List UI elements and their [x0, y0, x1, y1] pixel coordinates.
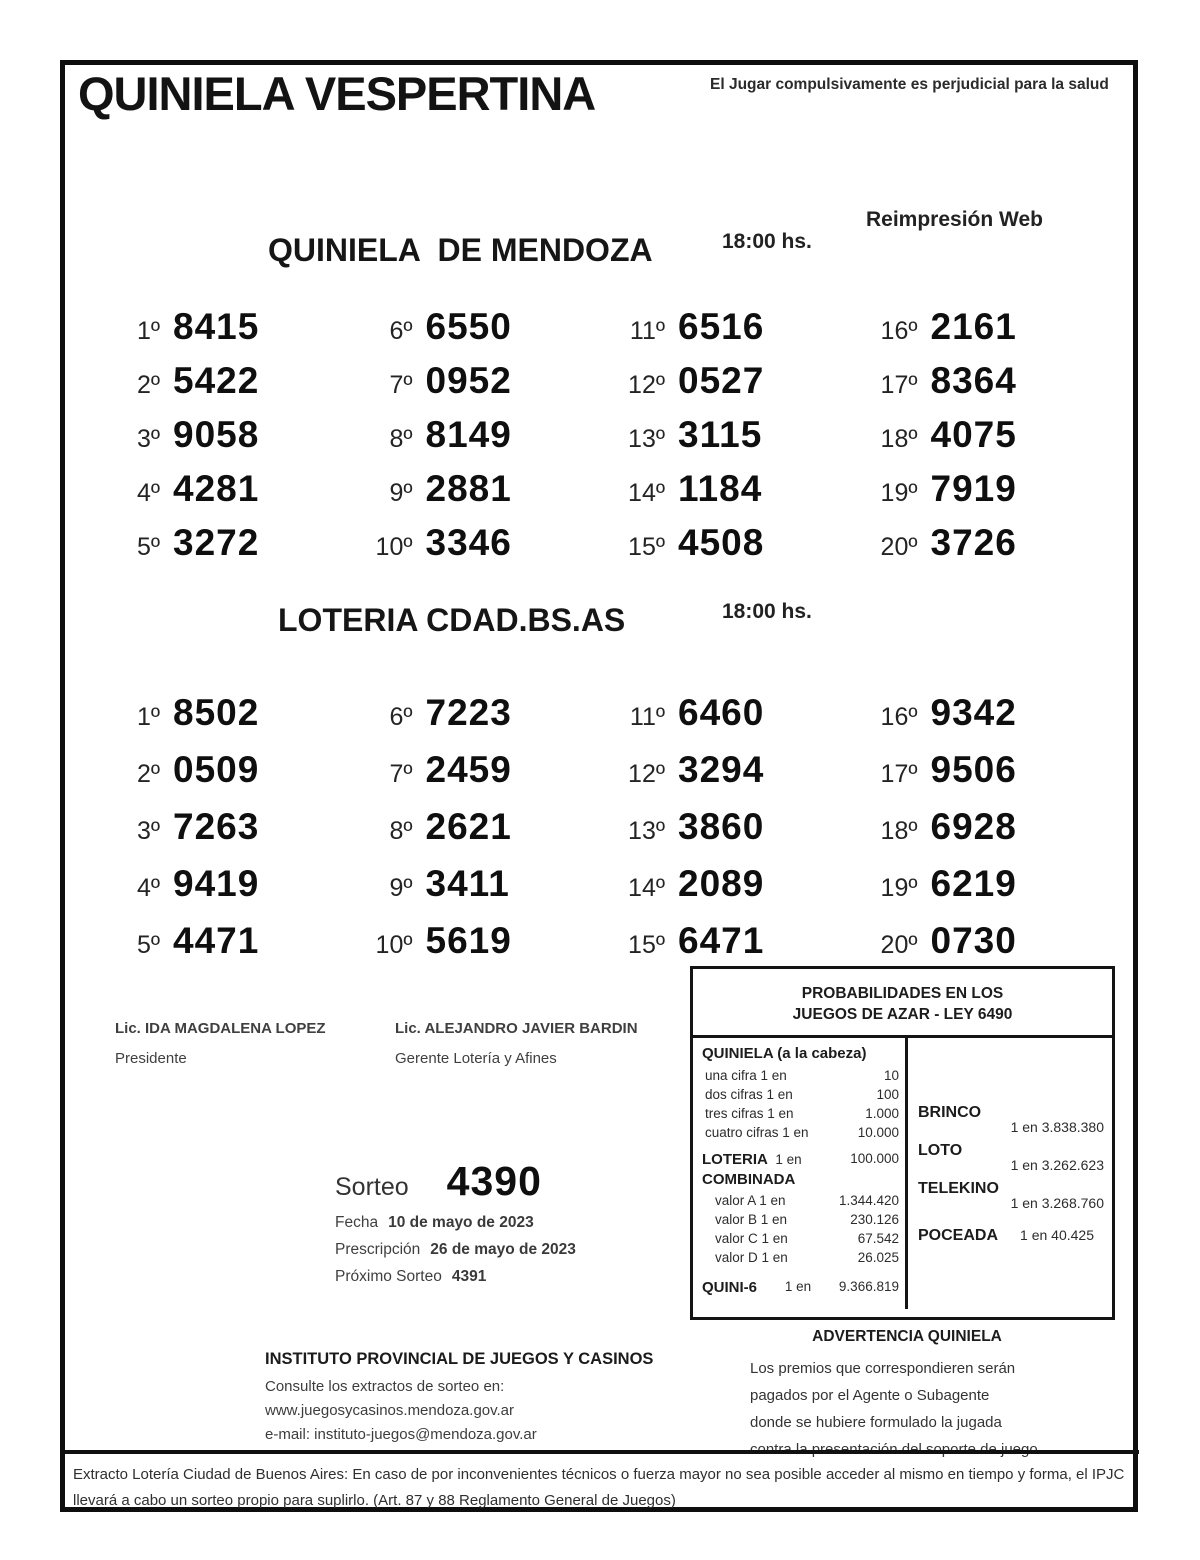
result-number: 8415 — [173, 306, 260, 347]
odds-label: dos cifras 1 en — [705, 1087, 793, 1102]
odds-row — [702, 1229, 899, 1248]
result-position: 8º — [389, 816, 413, 845]
odds-value: 230.126 — [850, 1212, 899, 1227]
result-number: 9506 — [930, 748, 1017, 790]
result-number: 7263 — [173, 805, 260, 847]
odds-row — [702, 1191, 899, 1210]
result-number: 0509 — [173, 748, 260, 790]
odds-row — [702, 1210, 899, 1229]
prescripcion-label: Prescripción — [335, 1241, 421, 1258]
bsas-result-cell — [605, 806, 858, 848]
probabilidades-title-line1: PROBABILIDADES EN LOS — [801, 985, 1004, 1002]
result-number: 3346 — [425, 522, 512, 563]
result-position: 2º — [136, 371, 160, 399]
result-position: 14º — [628, 873, 665, 902]
result-number: 3294 — [678, 748, 765, 790]
mendoza-result-cell — [353, 414, 606, 456]
result-number: 3860 — [678, 805, 765, 847]
mendoza-result-cell — [858, 468, 1111, 510]
probabilidades-right-column — [908, 1038, 1112, 1309]
game-odds-value: 1 en 3.268.760 — [1010, 1195, 1104, 1211]
result-position: 20º — [880, 533, 918, 561]
result-number: 8502 — [173, 691, 260, 733]
combinada-header: COMBINADA — [702, 1171, 796, 1188]
result-position: 18º — [880, 425, 918, 453]
result-position: 20º — [880, 930, 918, 959]
result-position: 7º — [389, 759, 413, 788]
quiniela-cabeza-header: QUINIELA (a la cabeza) — [702, 1045, 867, 1062]
right-games-list — [918, 1104, 1104, 1211]
mendoza-result-cell — [100, 468, 353, 510]
odds-row — [702, 1248, 899, 1267]
result-number: 2459 — [425, 748, 512, 790]
odds-row — [702, 1123, 899, 1142]
result-number: 6219 — [930, 862, 1017, 904]
result-position: 15º — [628, 533, 665, 561]
sorteo-block — [335, 1158, 576, 1286]
mendoza-result-cell — [605, 414, 858, 456]
result-position: 10º — [375, 533, 413, 561]
odds-value: 1.344.420 — [838, 1193, 899, 1208]
result-number: 6516 — [678, 306, 765, 347]
result-position: 6º — [389, 317, 413, 345]
result-position: 14º — [628, 479, 665, 507]
proximo-value: 4391 — [451, 1268, 487, 1285]
result-number: 6928 — [930, 805, 1017, 847]
bsas-draw-time: 18:00 hs. — [722, 600, 812, 623]
bsas-result-cell — [353, 749, 606, 791]
odds-label: valor B 1 en — [715, 1212, 788, 1227]
odds-value: 10.000 — [857, 1125, 899, 1140]
instituto-consulte-line: Consulte los extractos de sorteo en: — [265, 1378, 505, 1395]
health-warning: El Jugar compulsivamente es perjudicial para la salud — [710, 76, 1109, 93]
result-number: 9419 — [173, 862, 260, 904]
bsas-result-cell — [100, 863, 353, 905]
officials-block — [115, 1020, 675, 1067]
bsas-result-cell — [353, 692, 606, 734]
mendoza-result-cell — [100, 306, 353, 348]
sorteo-head — [335, 1158, 576, 1205]
bsas-result-cell — [605, 692, 858, 734]
result-position: 19º — [880, 873, 918, 902]
mendoza-result-cell — [605, 522, 858, 564]
combinada-odds-list — [702, 1191, 899, 1267]
result-number: 2161 — [930, 306, 1017, 347]
result-number: 2881 — [425, 468, 512, 509]
result-position: 12º — [628, 759, 665, 788]
bsas-section-title: LOTERIA CDAD.BS.AS — [278, 602, 626, 638]
official-gerente — [395, 1020, 675, 1067]
result-position: 3º — [136, 816, 160, 845]
bsas-result-cell — [858, 806, 1111, 848]
bsas-result-cell — [858, 863, 1111, 905]
odds-value: 1.000 — [865, 1106, 899, 1121]
result-number: 6550 — [425, 306, 512, 347]
advertencia-line: donde se hubiere formulado la jugada — [750, 1414, 1002, 1431]
bsas-result-cell — [858, 692, 1111, 734]
official-presidente — [115, 1020, 395, 1067]
quini6-value: 9.366.819 — [838, 1279, 899, 1294]
result-position: 4º — [136, 873, 160, 902]
advertencia-block — [718, 1328, 1096, 1463]
result-position: 17º — [880, 759, 918, 788]
result-position: 2º — [136, 759, 160, 788]
fecha-label: Fecha — [335, 1214, 379, 1231]
mendoza-draw-time: 18:00 hs. — [722, 230, 812, 253]
bsas-result-cell — [605, 749, 858, 791]
mendoza-result-cell — [100, 360, 353, 402]
loteria-label: LOTERIA — [702, 1151, 768, 1168]
result-position: 16º — [880, 317, 918, 345]
proximo-label: Próximo Sorteo — [335, 1268, 442, 1285]
result-position: 1º — [136, 702, 160, 731]
result-position: 4º — [136, 479, 160, 507]
advertencia-line: contra la presentación del soporte de juego. — [750, 1441, 1042, 1458]
mendoza-result-cell — [353, 360, 606, 402]
result-position: 18º — [880, 816, 918, 845]
mendoza-result-cell — [353, 522, 606, 564]
result-position: 16º — [880, 702, 918, 731]
doc-title: QUINIELA VESPERTINA — [78, 67, 596, 120]
reimpresion-web-label: Reimpresión Web — [866, 208, 1043, 231]
result-number: 5619 — [425, 919, 512, 961]
result-number: 3115 — [678, 414, 763, 455]
mendoza-result-cell — [605, 306, 858, 348]
mendoza-result-cell — [858, 414, 1111, 456]
result-position: 11º — [629, 702, 665, 731]
mendoza-result-cell — [100, 414, 353, 456]
bsas-result-cell — [100, 692, 353, 734]
loteria-mid: 1 en — [775, 1152, 802, 1167]
result-number: 4075 — [930, 414, 1017, 455]
bsas-result-cell — [100, 749, 353, 791]
bsas-result-cell — [858, 749, 1111, 791]
result-position: 13º — [628, 816, 665, 845]
game-odds-value: 1 en 3.262.623 — [1010, 1157, 1104, 1173]
result-number: 5422 — [173, 360, 260, 401]
result-position: 13º — [628, 425, 665, 453]
mendoza-result-cell — [858, 360, 1111, 402]
instituto-name: INSTITUTO PROVINCIAL DE JUEGOS Y CASINOS — [265, 1350, 654, 1368]
footer-legal-text: Extracto Lotería Ciudad de Buenos Aires: En caso de por inconvenientes técnicos o fuerza mayor no sea posible acceder al mismo en tiempo y forma, el IPJC llevará a cabo un sorteo propio para suplirlo. (Art. 87 y 88 Reglamento General de Juegos) — [65, 1450, 1139, 1514]
prescripcion-value: 26 de mayo de 2023 — [430, 1241, 576, 1258]
result-number: 9342 — [930, 691, 1017, 733]
quini6-odds-row — [702, 1279, 899, 1296]
game-name: LOTO — [918, 1142, 963, 1159]
mendoza-result-cell — [353, 306, 606, 348]
instituto-website: www.juegosycasinos.mendoza.gov.ar — [265, 1402, 515, 1419]
result-number: 7919 — [930, 468, 1017, 509]
sorteo-label: Sorteo — [335, 1173, 409, 1201]
odds-value: 26.025 — [857, 1250, 899, 1265]
result-number: 8149 — [425, 414, 512, 455]
result-number: 0527 — [678, 360, 765, 401]
bsas-results-grid — [100, 684, 1110, 969]
result-position: 11º — [629, 317, 665, 345]
result-position: 5º — [136, 930, 160, 959]
sorteo-proximo-row — [335, 1268, 576, 1286]
game-name: TELEKINO — [918, 1180, 999, 1197]
sorteo-prescripcion-row — [335, 1241, 576, 1259]
result-position: 1º — [136, 317, 160, 345]
probabilidades-body — [693, 1038, 1112, 1309]
advertencia-line: pagados por el Agente o Subagente — [750, 1387, 990, 1404]
mendoza-result-cell — [353, 468, 606, 510]
result-number: 7223 — [425, 691, 512, 733]
result-number: 0952 — [425, 360, 512, 401]
fecha-value: 10 de mayo de 2023 — [388, 1214, 534, 1231]
sorteo-fecha-row — [335, 1214, 576, 1232]
result-number: 3726 — [930, 522, 1017, 563]
result-number: 4281 — [173, 468, 260, 509]
odds-row — [702, 1066, 899, 1085]
bsas-result-cell — [353, 920, 606, 962]
odds-label: tres cifras 1 en — [705, 1106, 794, 1121]
advertencia-line: Los premios que correspondieren serán — [750, 1360, 1016, 1377]
odds-row — [702, 1085, 899, 1104]
result-position: 15º — [628, 930, 665, 959]
result-position: 7º — [389, 371, 413, 399]
loteria-value: 100.000 — [850, 1151, 899, 1166]
result-number: 2089 — [678, 862, 765, 904]
probabilidades-box — [690, 966, 1115, 1320]
result-position: 17º — [880, 371, 918, 399]
bsas-result-cell — [100, 920, 353, 962]
result-position: 10º — [375, 930, 413, 959]
result-position: 9º — [389, 873, 413, 902]
probabilidades-left-column — [693, 1038, 908, 1309]
result-position: 6º — [389, 702, 413, 731]
mendoza-result-cell — [858, 306, 1111, 348]
mendoza-result-cell — [605, 360, 858, 402]
result-number: 9058 — [173, 414, 260, 455]
poceada-odds-value: 1 en 40.425 — [1020, 1227, 1094, 1243]
advertencia-title: ADVERTENCIA QUINIELA — [812, 1328, 1002, 1345]
result-number: 6460 — [678, 691, 765, 733]
mendoza-result-cell — [100, 522, 353, 564]
instituto-block — [265, 1350, 653, 1447]
result-position: 5º — [136, 533, 160, 561]
bsas-result-cell — [100, 806, 353, 848]
result-number: 3272 — [173, 522, 260, 563]
game-odds-entry — [918, 1142, 1104, 1173]
result-position: 12º — [628, 371, 665, 399]
odds-value: 67.542 — [857, 1231, 899, 1246]
quini6-mid: 1 en — [784, 1279, 812, 1294]
result-position: 9º — [389, 479, 413, 507]
odds-label: una cifra 1 en — [705, 1068, 787, 1083]
result-number: 3411 — [425, 862, 510, 904]
odds-value: 10 — [883, 1068, 899, 1083]
sorteo-number: 4390 — [446, 1158, 542, 1204]
loteria-odds-row — [702, 1151, 899, 1168]
probabilidades-title-line2: JUEGOS DE AZAR - LEY 6490 — [792, 1006, 1013, 1023]
official-name: Lic. ALEJANDRO JAVIER BARDIN — [395, 1020, 638, 1037]
game-odds-value: 1 en 3.838.380 — [1010, 1119, 1104, 1135]
result-number: 6471 — [678, 919, 765, 961]
quini6-label: QUINI-6 — [702, 1279, 758, 1296]
result-number: 4471 — [173, 919, 260, 961]
mendoza-result-cell — [605, 468, 858, 510]
result-number: 0730 — [930, 919, 1017, 961]
bsas-result-cell — [353, 863, 606, 905]
mendoza-section-title: QUINIELA DE MENDOZA — [268, 232, 653, 268]
instituto-email: e-mail: instituto-juegos@mendoza.gov.ar — [265, 1426, 537, 1443]
result-number: 1184 — [678, 468, 763, 509]
bsas-result-cell — [353, 806, 606, 848]
odds-value: 100 — [876, 1087, 899, 1102]
quiniela-odds-list — [702, 1066, 899, 1142]
probabilidades-title — [693, 969, 1112, 1038]
official-name: Lic. IDA MAGDALENA LOPEZ — [115, 1020, 326, 1037]
result-position: 19º — [880, 479, 918, 507]
mendoza-results-grid — [100, 300, 1110, 570]
poceada-odds-row — [918, 1227, 1104, 1245]
result-position: 3º — [136, 425, 160, 453]
odds-row — [702, 1104, 899, 1123]
odds-label: valor C 1 en — [715, 1231, 788, 1246]
odds-label: valor A 1 en — [715, 1193, 786, 1208]
game-odds-entry — [918, 1104, 1104, 1135]
mendoza-result-cell — [858, 522, 1111, 564]
result-number: 2621 — [425, 805, 512, 847]
bsas-result-cell — [858, 920, 1111, 962]
result-position: 8º — [389, 425, 413, 453]
official-role: Presidente — [115, 1050, 187, 1067]
result-number: 4508 — [678, 522, 765, 563]
game-name: BRINCO — [918, 1104, 982, 1121]
bsas-result-cell — [605, 920, 858, 962]
result-number: 8364 — [930, 360, 1017, 401]
poceada-name: POCEADA — [918, 1227, 999, 1244]
odds-label: cuatro cifras 1 en — [705, 1125, 809, 1140]
game-odds-entry — [918, 1180, 1104, 1211]
bsas-result-cell — [605, 863, 858, 905]
official-role: Gerente Lotería y Afines — [395, 1050, 557, 1067]
odds-label: valor D 1 en — [715, 1250, 788, 1265]
